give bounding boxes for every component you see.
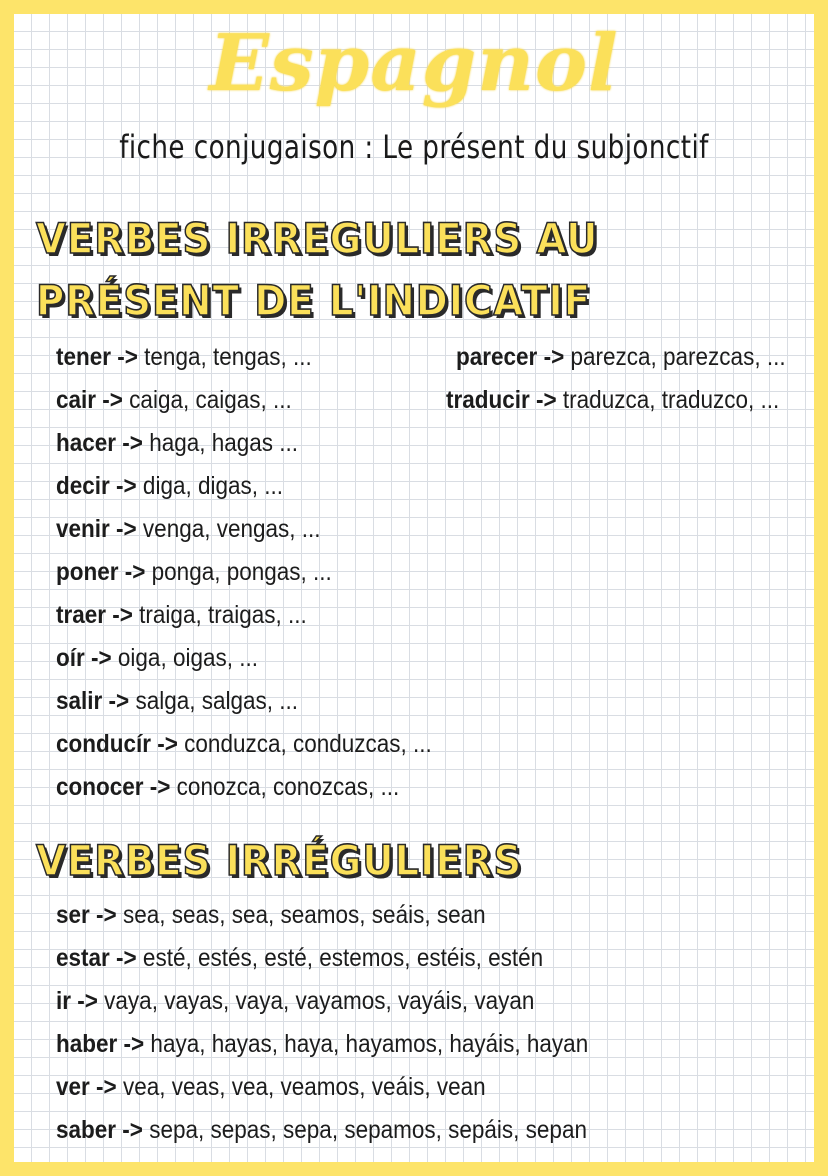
arrow: -> — [143, 773, 177, 801]
list-item — [56, 379, 432, 422]
verb: ver — [56, 1073, 90, 1101]
verb: estar — [56, 944, 110, 972]
verb: hacer — [56, 429, 117, 457]
list-item — [56, 1023, 588, 1066]
forms: venga, vengas, ... — [142, 515, 321, 543]
list-item — [56, 637, 432, 680]
list-item — [56, 336, 432, 379]
forms: sea, seas, sea, seamos, seáis, sean — [122, 901, 486, 929]
list-item — [56, 894, 588, 937]
verb: traducir — [446, 386, 530, 414]
list-item — [56, 980, 588, 1023]
verb-list-indicatif-left — [56, 336, 474, 809]
verb-list-indicatif-right — [446, 336, 822, 422]
forms: oiga, oigas, ... — [117, 644, 258, 672]
forms: ponga, pongas, ... — [151, 558, 332, 586]
list-item — [56, 766, 432, 809]
arrow: -> — [118, 558, 152, 586]
arrow: -> — [529, 386, 563, 414]
arrow: -> — [116, 1116, 150, 1144]
section-heading-irreguliers: VERBES IRRÉGULIERS — [36, 836, 523, 885]
list-item — [56, 680, 432, 723]
forms: conozca, conozcas, ... — [176, 773, 400, 801]
arrow: -> — [102, 687, 136, 715]
verb: ser — [56, 901, 90, 929]
forms: parezca, parezcas, ... — [570, 343, 786, 371]
forms: vaya, vayas, vaya, vayamos, vayáis, vayan — [104, 987, 535, 1015]
section-heading-indicatif: VERBES IRREGULIERS AU PRÉSENT DE L'INDICATIF — [36, 214, 599, 325]
list-item — [56, 594, 432, 637]
arrow: -> — [109, 944, 143, 972]
forms: esté, estés, esté, estemos, estéis, estén — [142, 944, 544, 972]
verb: saber — [56, 1116, 117, 1144]
verb: conducír — [56, 730, 152, 758]
verb: ir — [56, 987, 72, 1015]
forms: traduzca, traduzco, ... — [562, 386, 780, 414]
arrow: -> — [96, 386, 130, 414]
list-item — [56, 937, 588, 980]
verb: decir — [56, 472, 110, 500]
page-title: Espagnol — [209, 18, 619, 109]
list-item — [56, 551, 432, 594]
forms: vea, veas, vea, veamos, veáis, vean — [122, 1073, 486, 1101]
list-item — [56, 508, 432, 551]
list-item — [56, 1109, 588, 1152]
verb: traer — [56, 601, 107, 629]
arrow: -> — [111, 343, 145, 371]
forms: diga, digas, ... — [142, 472, 284, 500]
forms: haya, hayas, haya, hayamos, hayáis, hayan — [150, 1030, 589, 1058]
arrow: -> — [106, 601, 140, 629]
arrow: -> — [537, 343, 571, 371]
arrow: -> — [116, 429, 150, 457]
page-subtitle: fiche conjugaison : Le présent du subjonctif — [119, 128, 709, 166]
verb-list-irreguliers — [56, 894, 647, 1152]
verb: haber — [56, 1030, 118, 1058]
verb: cair — [56, 386, 97, 414]
list-item — [56, 422, 432, 465]
arrow: -> — [71, 987, 105, 1015]
verb: parecer — [456, 343, 538, 371]
arrow: -> — [109, 472, 143, 500]
arrow: -> — [89, 1073, 123, 1101]
forms: haga, hagas ... — [149, 429, 299, 457]
list-item — [456, 336, 786, 379]
list-item — [56, 465, 432, 508]
list-item — [56, 723, 432, 766]
forms: salga, salgas, ... — [135, 687, 299, 715]
arrow: -> — [109, 515, 143, 543]
forms: caiga, caigas, ... — [129, 386, 292, 414]
verb: salir — [56, 687, 103, 715]
forms: sepa, sepas, sepa, sepamos, sepáis, sepan — [149, 1116, 587, 1144]
arrow: -> — [117, 1030, 151, 1058]
forms: conduzca, conduzcas, ... — [184, 730, 432, 758]
arrow: -> — [89, 901, 123, 929]
verb: poner — [56, 558, 119, 586]
forms: tenga, tengas, ... — [144, 343, 312, 371]
forms: traiga, traigas, ... — [139, 601, 307, 629]
verb: conocer — [56, 773, 144, 801]
arrow: -> — [151, 730, 185, 758]
verb: oír — [56, 644, 85, 672]
arrow: -> — [84, 644, 118, 672]
list-item — [446, 379, 785, 422]
verb: venir — [56, 515, 110, 543]
verb: tener — [56, 343, 112, 371]
list-item — [56, 1066, 588, 1109]
